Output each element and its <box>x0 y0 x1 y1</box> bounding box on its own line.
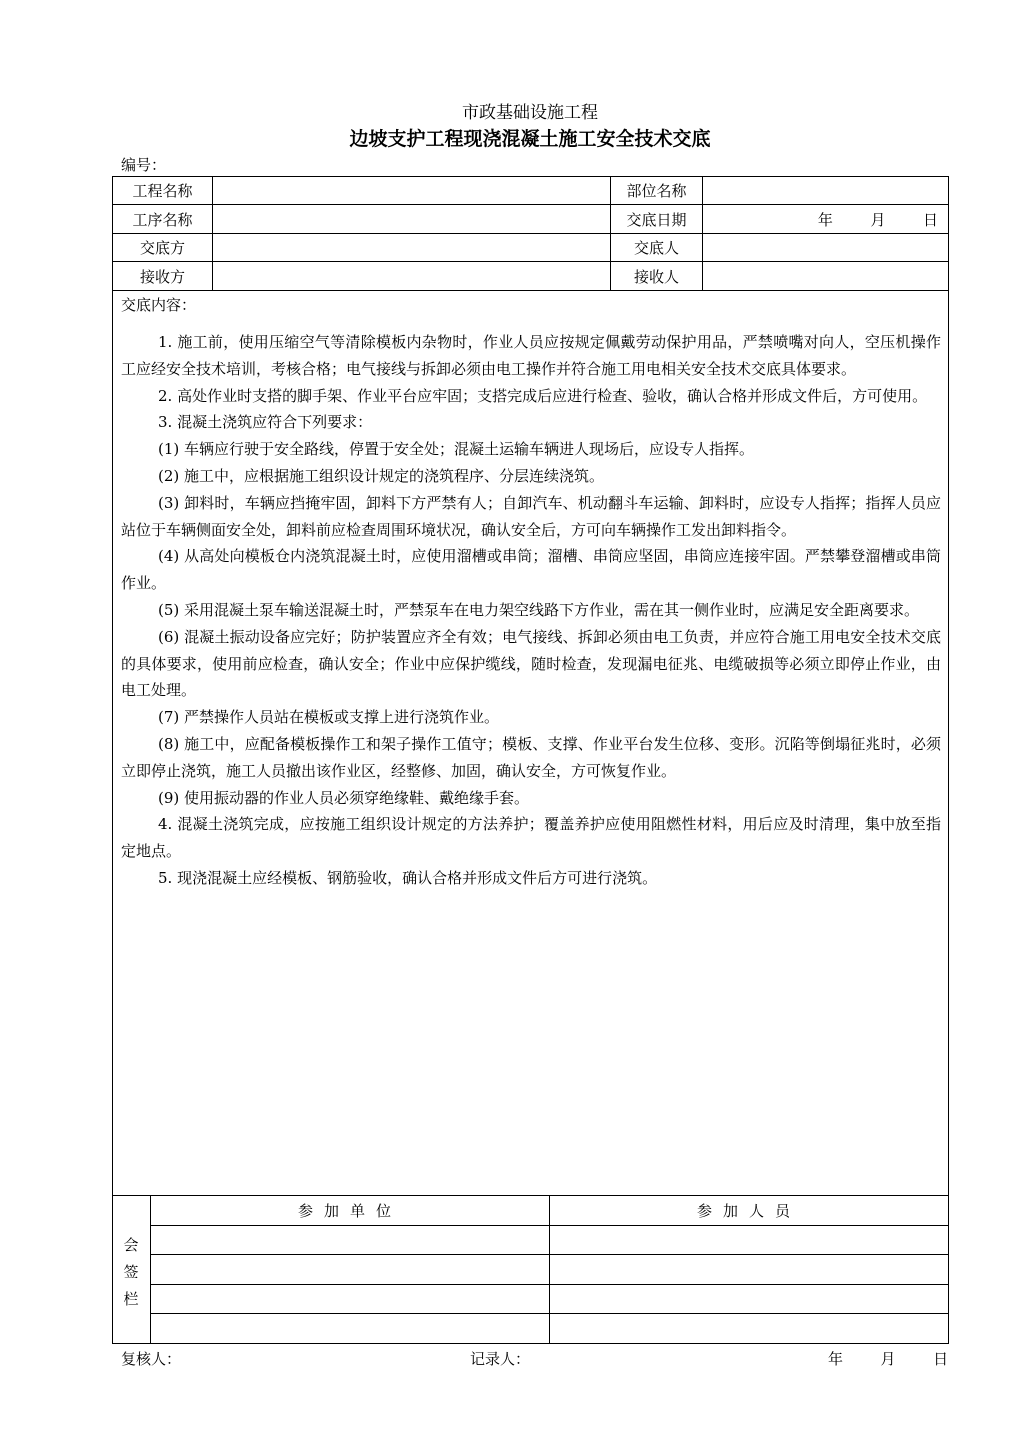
content-paragraph: 1. 施工前，使用压缩空气等清除模板内杂物时，作业人员应按规定佩戴劳动保护用品，严禁喷嘴对向人，空压机操作工应经安全技术培训，考核合格；电气接线与拆卸必须由电工操作并符合施工用电相关安全技术交底具体要求。 <box>121 333 941 378</box>
receiving-person-field[interactable] <box>703 262 948 290</box>
document-subtitle: 市政基础设施工程 <box>462 103 598 123</box>
participating-person-header <box>550 1196 948 1225</box>
content-paragraph: (2) 施工中，应根据施工组织设计规定的浇筑程序、分层连续浇筑。 <box>158 466 605 485</box>
content-paragraph: 4. 混凝土浇筑完成，应按施工组织设计规定的方法养护；覆盖养护应使用阻燃性材料，用后应及时清理，集中放至指定地点。 <box>121 815 941 861</box>
countersign-char: 会 <box>123 1236 139 1254</box>
countersign-label <box>112 1232 150 1313</box>
person-field[interactable] <box>550 1226 948 1254</box>
content-body <box>121 329 941 892</box>
content-label: 交底内容： <box>121 296 197 314</box>
content-paragraph: (4) 从高处向模板仓内浇筑混凝土时，应使用溜槽或串筒；溜槽、串筒应坚固，串筒应连接牢固。严禁攀登溜槽或串筒作业。 <box>121 547 941 593</box>
project-name-label: 工程名称 <box>132 182 193 200</box>
handover-date-label: 交底日期 <box>626 210 687 229</box>
person-field[interactable] <box>550 1285 948 1313</box>
content-paragraph: (5) 采用混凝土泵车输送混凝土时，严禁泵车在电力架空线路下方作业，需在其一侧作业时，应满足安全距离要求。 <box>158 600 920 619</box>
receiving-party-field[interactable] <box>213 262 610 290</box>
content-paragraph: (9) 使用振动器的作业人员必须穿绝缘鞋、戴绝缘手套。 <box>158 788 530 807</box>
handover-person-field[interactable] <box>703 234 948 261</box>
countersign-char: 栏 <box>123 1290 139 1308</box>
handover-party-label: 交底方 <box>139 239 185 257</box>
unit-field[interactable] <box>151 1255 549 1284</box>
content-paragraph: (6) 混凝土振动设备应完好；防护装置应齐全有效；电气接线、拆卸必须由电工负责，并应符合施工用电安全技术交底的具体要求，使用前应检查，确认安全；作业中应保护缆线，随时检查，发现漏电征兆、电缆破损等必须立即停止作业，由电工处理。 <box>121 627 941 700</box>
participating-unit-header <box>151 1196 549 1225</box>
content-paragraph: (8) 施工中，应配备模板操作工和架子操作工值守；模板、支撑、作业平台发生位移、变形。沉陷等倒塌征兆时，必须立即停止浇筑，施工人员撤出该作业区，经整修、加固，确认安全，方可恢复作业。 <box>121 734 941 780</box>
handover-date-value: 年 月 日 <box>817 210 938 229</box>
handover-date-field[interactable] <box>703 205 948 233</box>
recorder-label: 记录人： <box>470 1350 531 1368</box>
unit-field[interactable] <box>151 1226 549 1254</box>
participating-unit-header-text: 参加单位 <box>297 1202 402 1220</box>
unit-field[interactable] <box>151 1314 549 1343</box>
content-paragraph: 5. 现浇混凝土应经模板、钢筋验收，确认合格并形成文件后方可进行浇筑。 <box>158 868 658 887</box>
handover-person-label: 交底人 <box>633 239 679 257</box>
position-name-label: 部位名称 <box>626 182 687 200</box>
receiving-party-label: 接收方 <box>139 267 185 286</box>
content-paragraph: (3) 卸料时，车辆应挡掩牢固，卸料下方严禁有人；自卸汽车、机动翻斗车运输、卸料时，应设专人指挥；指挥人员应站位于车辆侧面安全处，卸料前应检查周围环境状况，确认安全后，方可向车辆操作工发出卸料指令。 <box>121 493 941 539</box>
receiving-person-label: 接收人 <box>633 267 679 286</box>
footer-date: 年 月 日 <box>828 1350 949 1368</box>
process-name-field[interactable] <box>213 205 610 233</box>
document-title: 边坡支护工程现浇混凝土施工安全技术交底 <box>349 128 711 150</box>
participating-person-header-text: 参加人员 <box>696 1202 801 1220</box>
content-paragraph: 2. 高处作业时支搭的脚手架、作业平台应牢固；支搭完成后应进行检查、验收，确认合格并形成文件后，方可使用。 <box>158 386 928 405</box>
person-field[interactable] <box>550 1255 948 1284</box>
reviewer-label: 复核人： <box>121 1350 182 1368</box>
content-paragraph: (7) 严禁操作人员站在模板或支撑上进行浇筑作业。 <box>158 708 500 727</box>
content-paragraph: (1) 车辆应行驶于安全路线，停置于安全处；混凝土运输车辆进人现场后，应设专人指挥。 <box>158 440 755 459</box>
serial-number-label: 编号： <box>121 156 167 174</box>
handover-party-field[interactable] <box>213 234 610 261</box>
project-name-field[interactable] <box>213 177 610 204</box>
person-field[interactable] <box>550 1314 948 1343</box>
process-name-label: 工序名称 <box>132 210 193 229</box>
unit-field[interactable] <box>151 1285 549 1313</box>
position-name-field[interactable] <box>703 177 948 204</box>
countersign-char: 签 <box>123 1263 139 1281</box>
content-paragraph: 3. 混凝土浇筑应符合下列要求： <box>158 413 373 432</box>
